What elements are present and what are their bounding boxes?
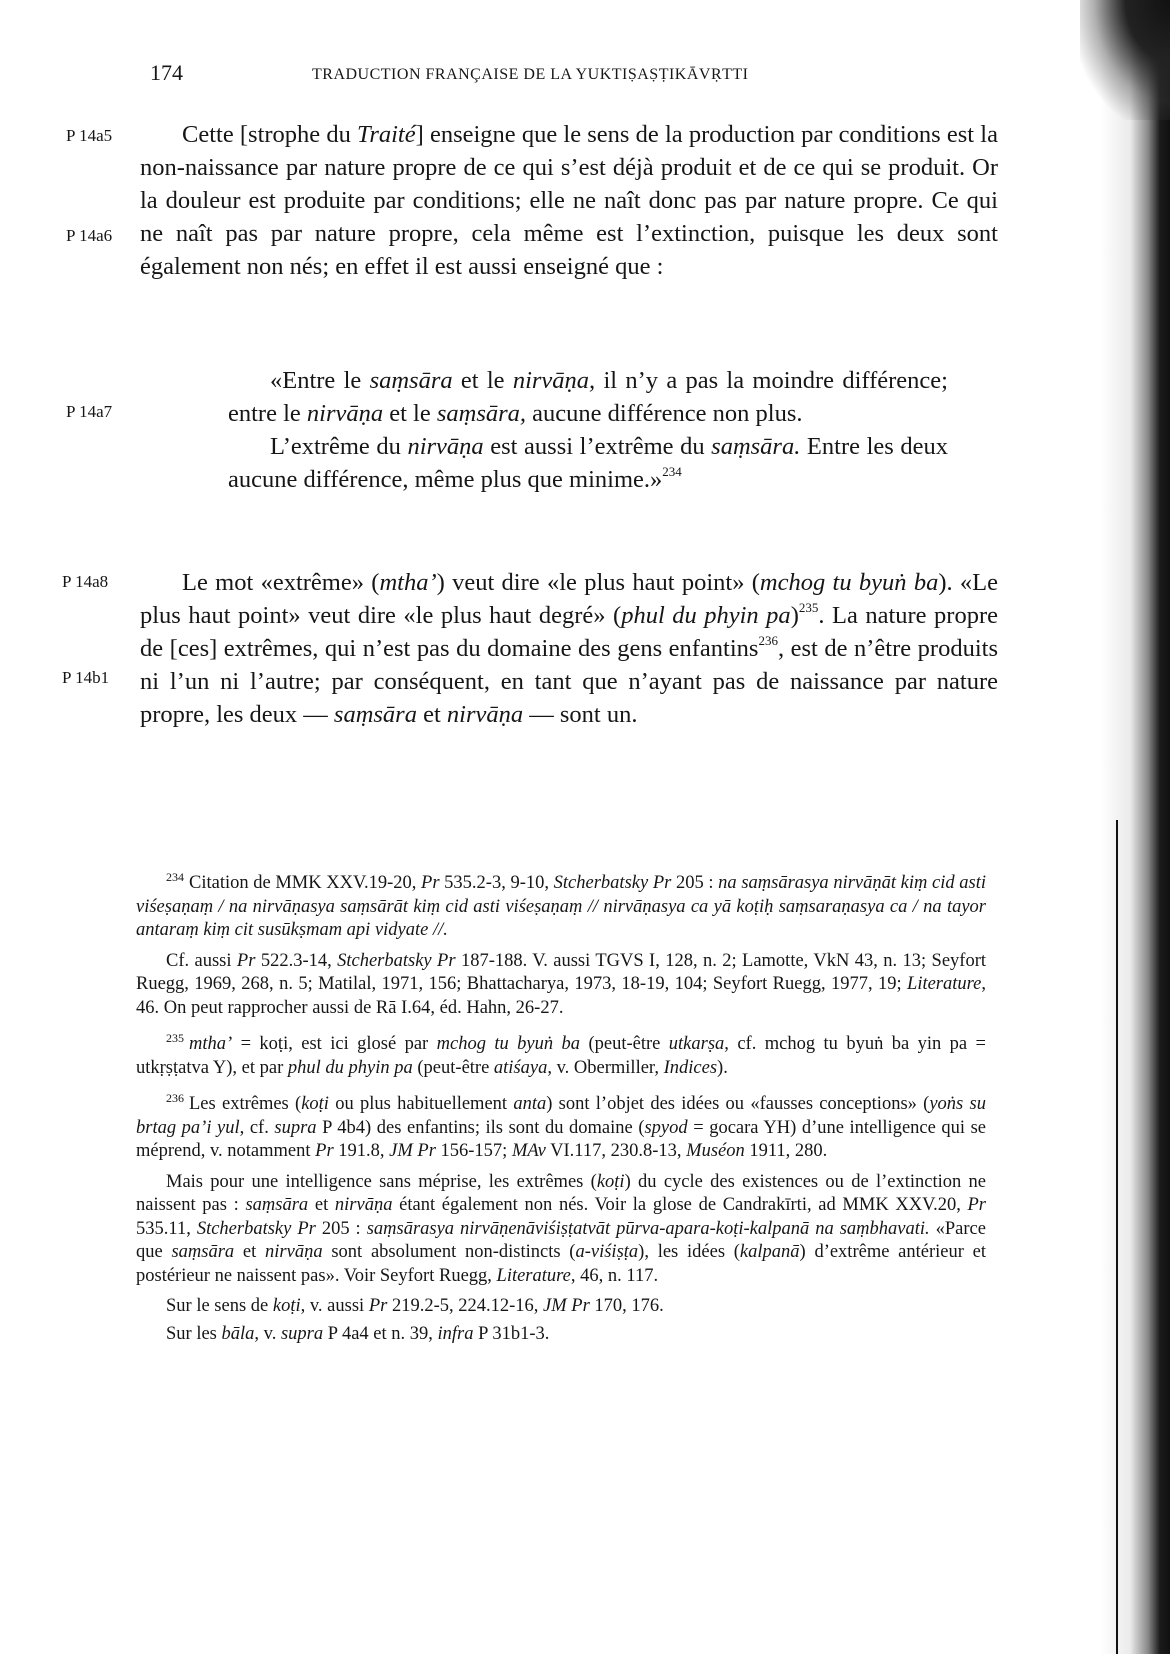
margin-ref-14a7: P 14a7 bbox=[66, 402, 113, 421]
paragraph-1: Cette [strophe du Traité] enseigne que le sens de la production par conditions est la non-naissance par nature propre de ce qui s’est déjà produit et de ce qui se produit. Or la douleur est produite par conditions; elle ne naît donc pas par nature propre. Ce qui ne naît pas par nature propre, cela même est l’extinction, puisque les deux sont également non nés; en effet il est aussi enseigné que : bbox=[140, 121, 998, 280]
page-binding-shadow bbox=[1100, 0, 1170, 1654]
paragraph-2: Le mot «extrême» (mtha’) veut dire «le plus haut point» (mchog tu byuṅ ba). «Le plus haut point» veut dire «le plus haut degré» (phul du phyin pa)$^{235}$. La nature propre de [ces] extrêmes, qui n’est pas du domaine des gens enfantins$^{236}$, est de n’être produits ni l’un ni l’autre; par conséquent, en tant que n’ayant pas de naissance par nature propre, les deux — saṃsāra et nirvāṇa — sont un. bbox=[140, 569, 999, 728]
footnote-236: $^{236}$ Les extrêmes (koṭi ou plus habituellement anta) sont l’objet des idées ou «fausses conceptions» (yoṅs su brtag pa’i yul, cf. supra P 4b4) des enfantins; ils sont du domaine (spyod = gocara YH) d’une intelligence qui se méprend, v. notamment Pr 191.8, JM Pr 156-157; MAv VI.117, 230.8-13, Muséon 1911, 280. bbox=[136, 1091, 987, 1161]
quotation-block: «Entre le saṃsāra et le nirvāṇa, il n’y a pas la moindre différence; entre le nirvāṇa et le saṃsāra, aucune différence non plus. L’extrême du nirvāṇa est aussi l’extrême du saṃsāra. Entre les deux aucune différence, même plus que minime.»$^{234}$ bbox=[228, 367, 948, 493]
footnote-235: $^{235}$ mtha’ = koṭi, est ici glosé par mchog tu byuṅ ba (peut-être utkarṣa, cf. mchog tu byuṅ ba yin pa = utkṛṣṭatva Y), et par phul du phyin pa (peut-être atiśaya, v. Obermiller, Indices). bbox=[136, 1031, 986, 1078]
footnote-236-continued: Mais pour une intelligence sans méprise, les extrêmes (koṭi) du cycle des existences ou de l’extinction ne naissent pas : saṃsāra et nirvāṇa étant également non nés. Voir la glose de Candrakīrti, ad MMK XXV.20, Pr 535.11, Stcherbatsky Pr 205 : saṃsārasya nirvāṇenāviśiṣṭatvāt pūrva-apara-koṭi-kalpanā na saṃbhavati. «Parce que saṃsāra et nirvāṇa sont absolument non-distincts (a-viśiṣṭa), les idées (kalpanā) d’extrême antérieur et postérieur ne naissent pas». Voir Seyfort Ruegg, Literature, 46, n. 117. bbox=[136, 1171, 987, 1286]
footnote-236-koti-line: Sur le sens de koṭi, v. aussi Pr 219.2-5, 224.12-16, JM Pr 170, 176. bbox=[166, 1296, 664, 1316]
page-number: 174 bbox=[150, 60, 183, 85]
margin-ref-14a6: P 14a6 bbox=[66, 226, 113, 245]
margin-ref-14a8: P 14a8 bbox=[62, 572, 109, 591]
footnote-234-cf: Cf. aussi Pr 522.3-14, Stcherbatsky Pr 187-188. V. aussi TGVS I, 128, n. 2; Lamotte, VkN 43, n. 13; Seyfort Ruegg, 1969, 268, n. 5; Matilal, 1971, 156; Bhattacharya, 1973, 18-19, 104; Seyfort Ruegg, 1977, 19; Literature, 46. On peut rapprocher aussi de Rā I.64, éd. Hahn, 26-27. bbox=[136, 950, 986, 1018]
footnote-234: $^{234}$ Citation de MMK XXV.19-20, Pr 535.2-3, 9-10, Stcherbatsky Pr 205 : na saṃsārasya nirvāṇāt kiṃ cid asti viśeṣaṇaṃ / na nirvāṇasya saṃsārāt kiṃ cid asti viśeṣaṇaṃ // nirvāṇasya ca yā koṭiḥ saṃsaraṇasya ca / na tayor antaraṃ kiṃ cit susūkṣmam api vidyate //. bbox=[136, 870, 987, 940]
footnote-ref-234[interactable]: 234 bbox=[662, 464, 682, 479]
footnote-ref-235[interactable]: 235 bbox=[798, 600, 819, 615]
margin-ref-14b1: P 14b1 bbox=[62, 668, 110, 687]
running-title: TRADUCTION FRANÇAISE DE LA YUKTIṢAṢṬIKĀVṚTTI bbox=[312, 66, 749, 83]
footnotes bbox=[136, 866, 986, 1350]
page-header bbox=[0, 60, 1170, 100]
footnote-ref-236[interactable]: 236 bbox=[758, 633, 778, 648]
page-edge-line bbox=[1116, 820, 1118, 1654]
footnote-236-bala-line: Sur les bāla, v. supra P 4a4 et n. 39, infra P 31b1-3. bbox=[166, 1323, 550, 1344]
margin-ref-14a5: P 14a5 bbox=[66, 126, 113, 145]
